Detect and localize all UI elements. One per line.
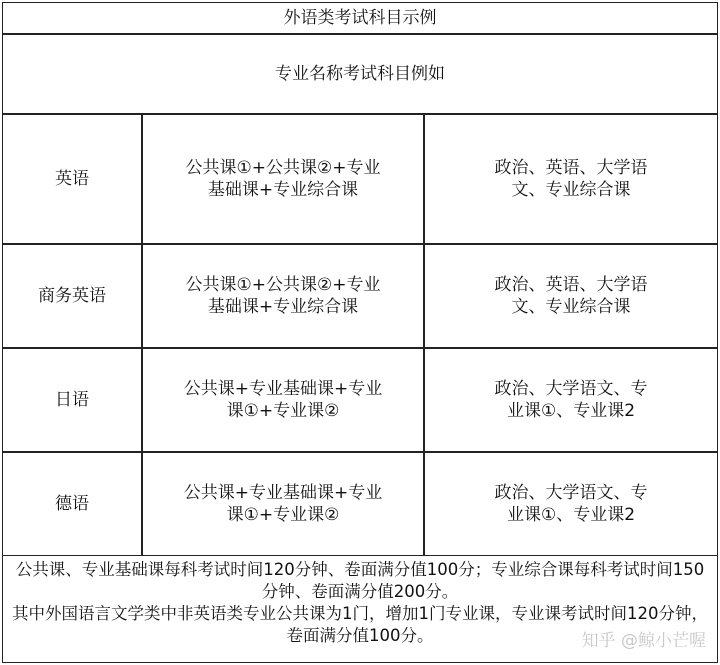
note-paragraph: 公共课、专业基础课每科考试时间120分钟、卷面满分值100分；专业综合课每科考试时间150分钟、卷面满分值200分。: [15, 560, 705, 601]
subjects-b-cell: [424, 348, 718, 452]
exam-subjects-table: [2, 2, 718, 663]
subjects-a-cell: [142, 244, 424, 348]
table-header-text: 专业名称考试科目例如: [275, 64, 445, 84]
subjects-b-text: 政治、英语、大学语 文、专业综合课: [494, 275, 648, 317]
subjects-b-cell: [424, 452, 718, 556]
watermark: 知乎 @鲸小芒喔: [581, 631, 706, 651]
major-cell: [2, 452, 142, 556]
major-label: 商务英语: [38, 286, 106, 306]
major-cell: [2, 114, 142, 244]
subjects-b-text: 政治、英语、大学语 文、专业综合课: [494, 158, 648, 200]
subjects-b-cell: [424, 244, 718, 348]
table-header: [2, 34, 718, 114]
subjects-a-text: 公共课+专业基础课+专业 课①+专业课②: [183, 483, 383, 525]
table-title-text: 外语类考试科目示例: [283, 8, 437, 28]
table-title: [2, 2, 718, 34]
subjects-b-cell: [424, 114, 718, 244]
subjects-b-text: 政治、大学语文、专 业课①、专业课2: [494, 483, 648, 525]
major-label: 德语: [55, 494, 89, 514]
subjects-b-text: 政治、大学语文、专 业课①、专业课2: [494, 379, 648, 421]
note-paragraph: 其中外国语言文学类中非英语类专业公共课为1门，增加1门专业课，专业课考试时间120分钟，卷面满分值100分。: [12, 604, 708, 645]
major-label: 日语: [55, 390, 89, 410]
subjects-a-text: 公共课①+公共课②+专业 基础课+专业综合课: [185, 158, 381, 200]
major-cell: [2, 348, 142, 452]
subjects-a-cell: [142, 348, 424, 452]
major-cell: [2, 244, 142, 348]
subjects-a-text: 公共课+专业基础课+专业 课①+专业课②: [183, 379, 383, 421]
subjects-a-text: 公共课①+公共课②+专业 基础课+专业综合课: [185, 275, 381, 317]
subjects-a-cell: [142, 452, 424, 556]
major-label: 英语: [55, 169, 89, 189]
subjects-a-cell: [142, 114, 424, 244]
